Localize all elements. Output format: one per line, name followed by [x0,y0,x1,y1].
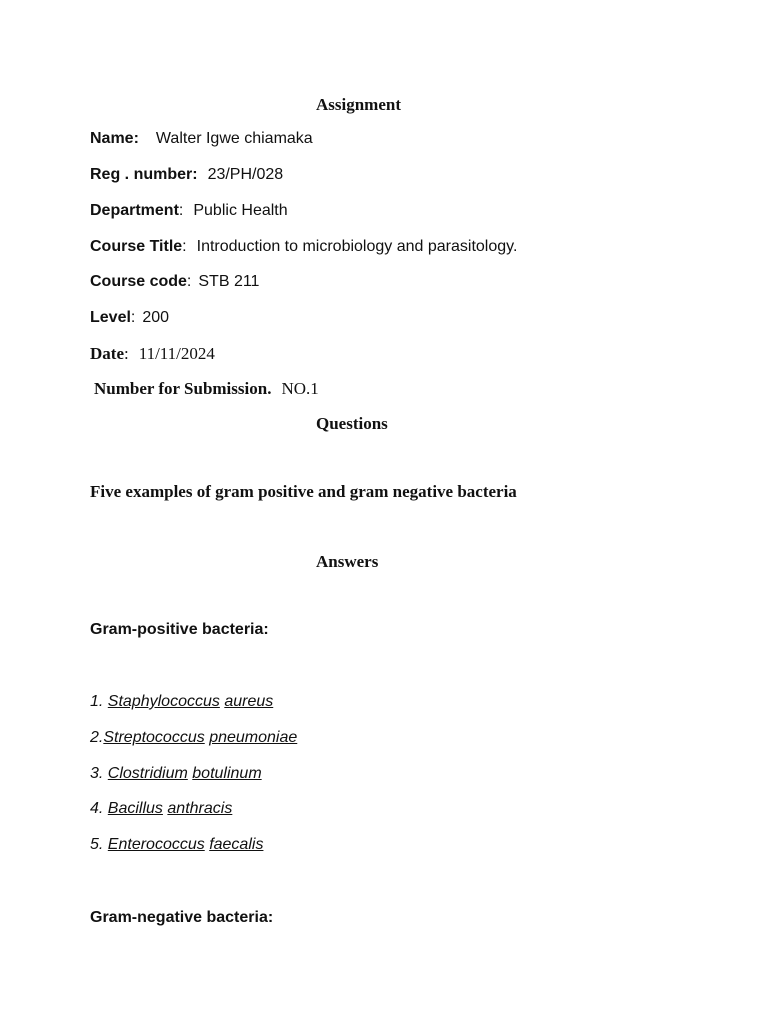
list-item-number: 4. [90,800,108,817]
species-name: botulinum [192,765,262,782]
list-item [90,799,232,819]
species-name: faecalis [209,836,264,853]
department-row [90,201,288,221]
course-title-label: Course Title [90,238,183,255]
list-item-number: 1. [90,693,108,710]
reg-number-label: Reg . number: [90,166,198,183]
course-code-label: Course code [90,273,187,290]
level-label: Level [90,309,131,326]
department-value: Public Health [193,202,288,219]
submission-value: NO.1 [281,379,319,398]
list-item [90,692,273,712]
course-title-sep: : [182,238,187,255]
submission-row [94,379,319,399]
gram-negative-heading: Gram-negative bacteria: [90,909,274,926]
course-code-row [90,272,259,292]
department-sep: : [178,202,184,219]
level-row [90,308,169,328]
genus-name: Enterococcus [107,836,205,853]
species-name: aureus [224,693,274,710]
list-item [90,764,262,784]
genus-name: Streptococcus [103,729,205,746]
document-title: Assignment [316,95,402,114]
questions-heading: Questions [316,414,388,433]
reg-number-row [90,165,283,185]
name-label: Name: [90,130,139,147]
date-sep: : [123,344,129,363]
date-label: Date [90,344,124,363]
level-sep: : [130,309,136,326]
department-label: Department [90,202,179,219]
course-title-value: Introduction to microbiology and parasitology. [196,238,518,255]
species-name: anthracis [167,800,233,817]
course-code-value: STB 211 [198,273,260,290]
question-text: Five examples of gram positive and gram negative bacteria [90,482,517,501]
level-value: 200 [142,309,170,326]
genus-name: Staphylococcus [107,693,220,710]
answers-heading: Answers [316,552,379,571]
course-code-sep: : [186,273,192,290]
submission-label: Number for Submission. [94,379,272,398]
name-value: Walter Igwe chiamaka [155,130,313,147]
list-item [90,835,263,855]
species-name: pneumoniae [209,729,298,746]
genus-name: Bacillus [107,800,163,817]
list-item-number: 5. [90,836,108,853]
genus-name: Clostridium [107,765,188,782]
date-row [90,344,215,364]
list-item [90,728,297,748]
date-value: 11/11/2024 [138,344,215,363]
gram-positive-heading: Gram-positive bacteria: [90,621,269,638]
name-row [90,129,313,149]
list-item-number: 2. [90,729,104,746]
list-item-number: 3. [90,765,108,782]
reg-number-value: 23/PH/028 [207,166,284,183]
course-title-row [90,237,517,257]
